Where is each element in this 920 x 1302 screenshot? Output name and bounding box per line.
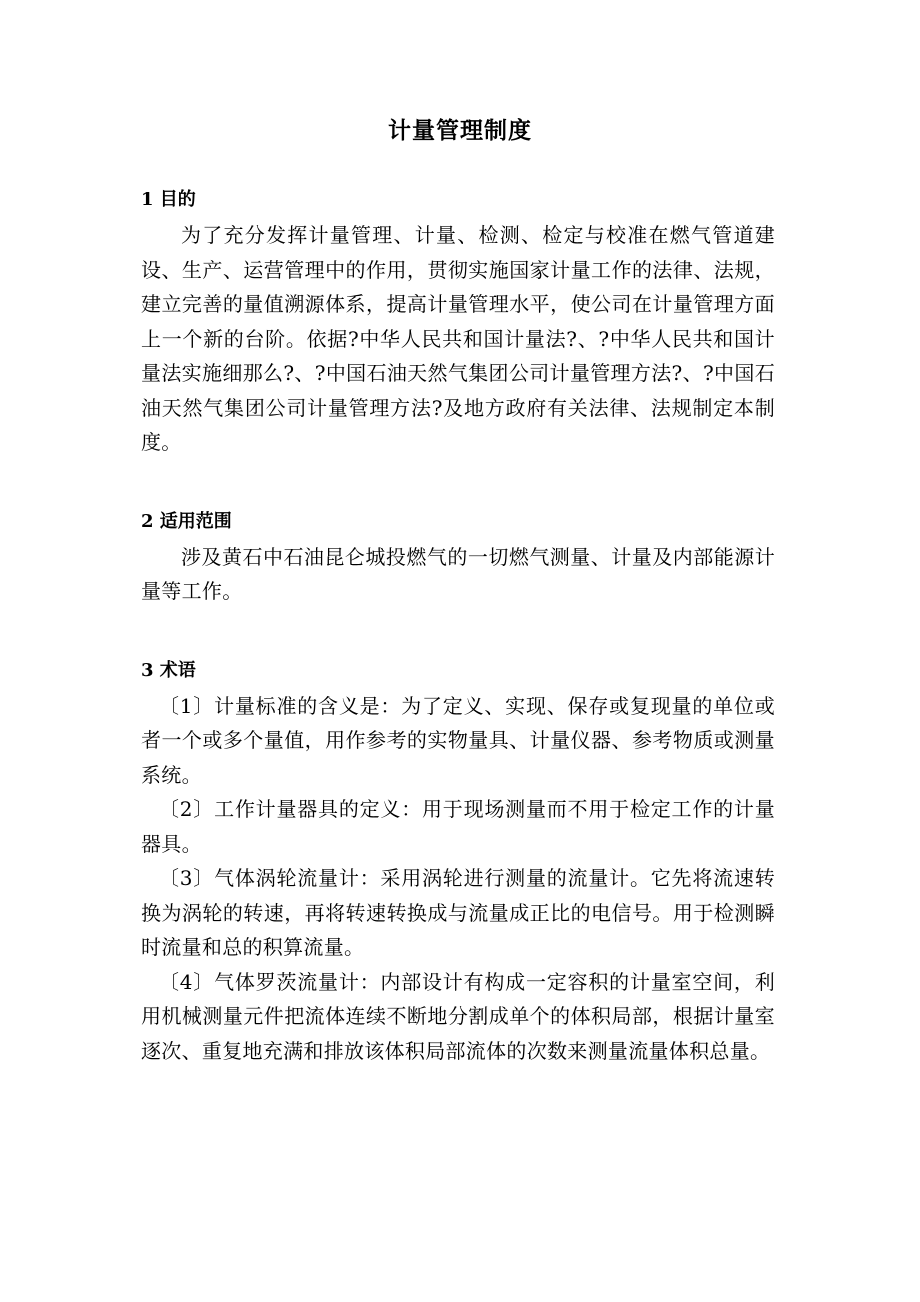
document-body (141, 186, 775, 1068)
section-heading: 3 术语 (141, 659, 196, 681)
term-definition: 〔3〕气体涡轮流量计：采用涡轮进行测量的流量计。它先将流速转换为涡轮的转速，再将转速转换成与流量成正比的电信号。用于检测瞬时流量和总的积算流量。 (141, 866, 775, 959)
section-terms (141, 657, 775, 1069)
section-heading: 1 目的 (141, 189, 196, 210)
section-purpose (141, 186, 775, 460)
section-spacer (141, 460, 775, 508)
term-definition: 〔2〕工作计量器具的定义：用于现场测量而不用于检定工作的计量器具。 (141, 797, 775, 856)
section-spacer (141, 609, 775, 657)
section-paragraph: 为了充分发挥计量管理、计量、检测、检定与校准在燃气管道建设、生产、运营管理中的作用，贯彻实施国家计量工作的法律、法规，建立完善的量值溯源体系，提高计量管理水平，使公司在计量管理方面上一个新的台阶。依据?中华人民共和国计量法?、?中华人民共和国计量法实施细那么?、?中国石油天然气集团公司计量管理方法?、?中国石油天然气集团公司计量管理方法?及地方政府有关法律、法规制定本制度。 (141, 223, 775, 454)
term-definition: 〔4〕气体罗茨流量计：内部设计有构成一定容积的计量室空间，利用机械测量元件把流体连续不断地分割成单个的体积局部，根据计量室逐次、重复地充满和排放该体积局部流体的次数来测量流量体积总量。 (141, 969, 775, 1063)
section-scope (141, 508, 775, 609)
document-title: 计量管理制度 (388, 117, 532, 144)
section-paragraph: 涉及黄石中石油昆仑城投燃气的一切燃气测量、计量及内部能源计量等工作。 (141, 544, 775, 603)
section-heading: 2 适用范围 (141, 510, 232, 532)
term-definition: 〔1〕计量标准的含义是：为了定义、实现、保存或复现量的单位或者一个或多个量值，用作参考的实物量具、计量仪器、参考物质或测量系统。 (141, 693, 775, 787)
